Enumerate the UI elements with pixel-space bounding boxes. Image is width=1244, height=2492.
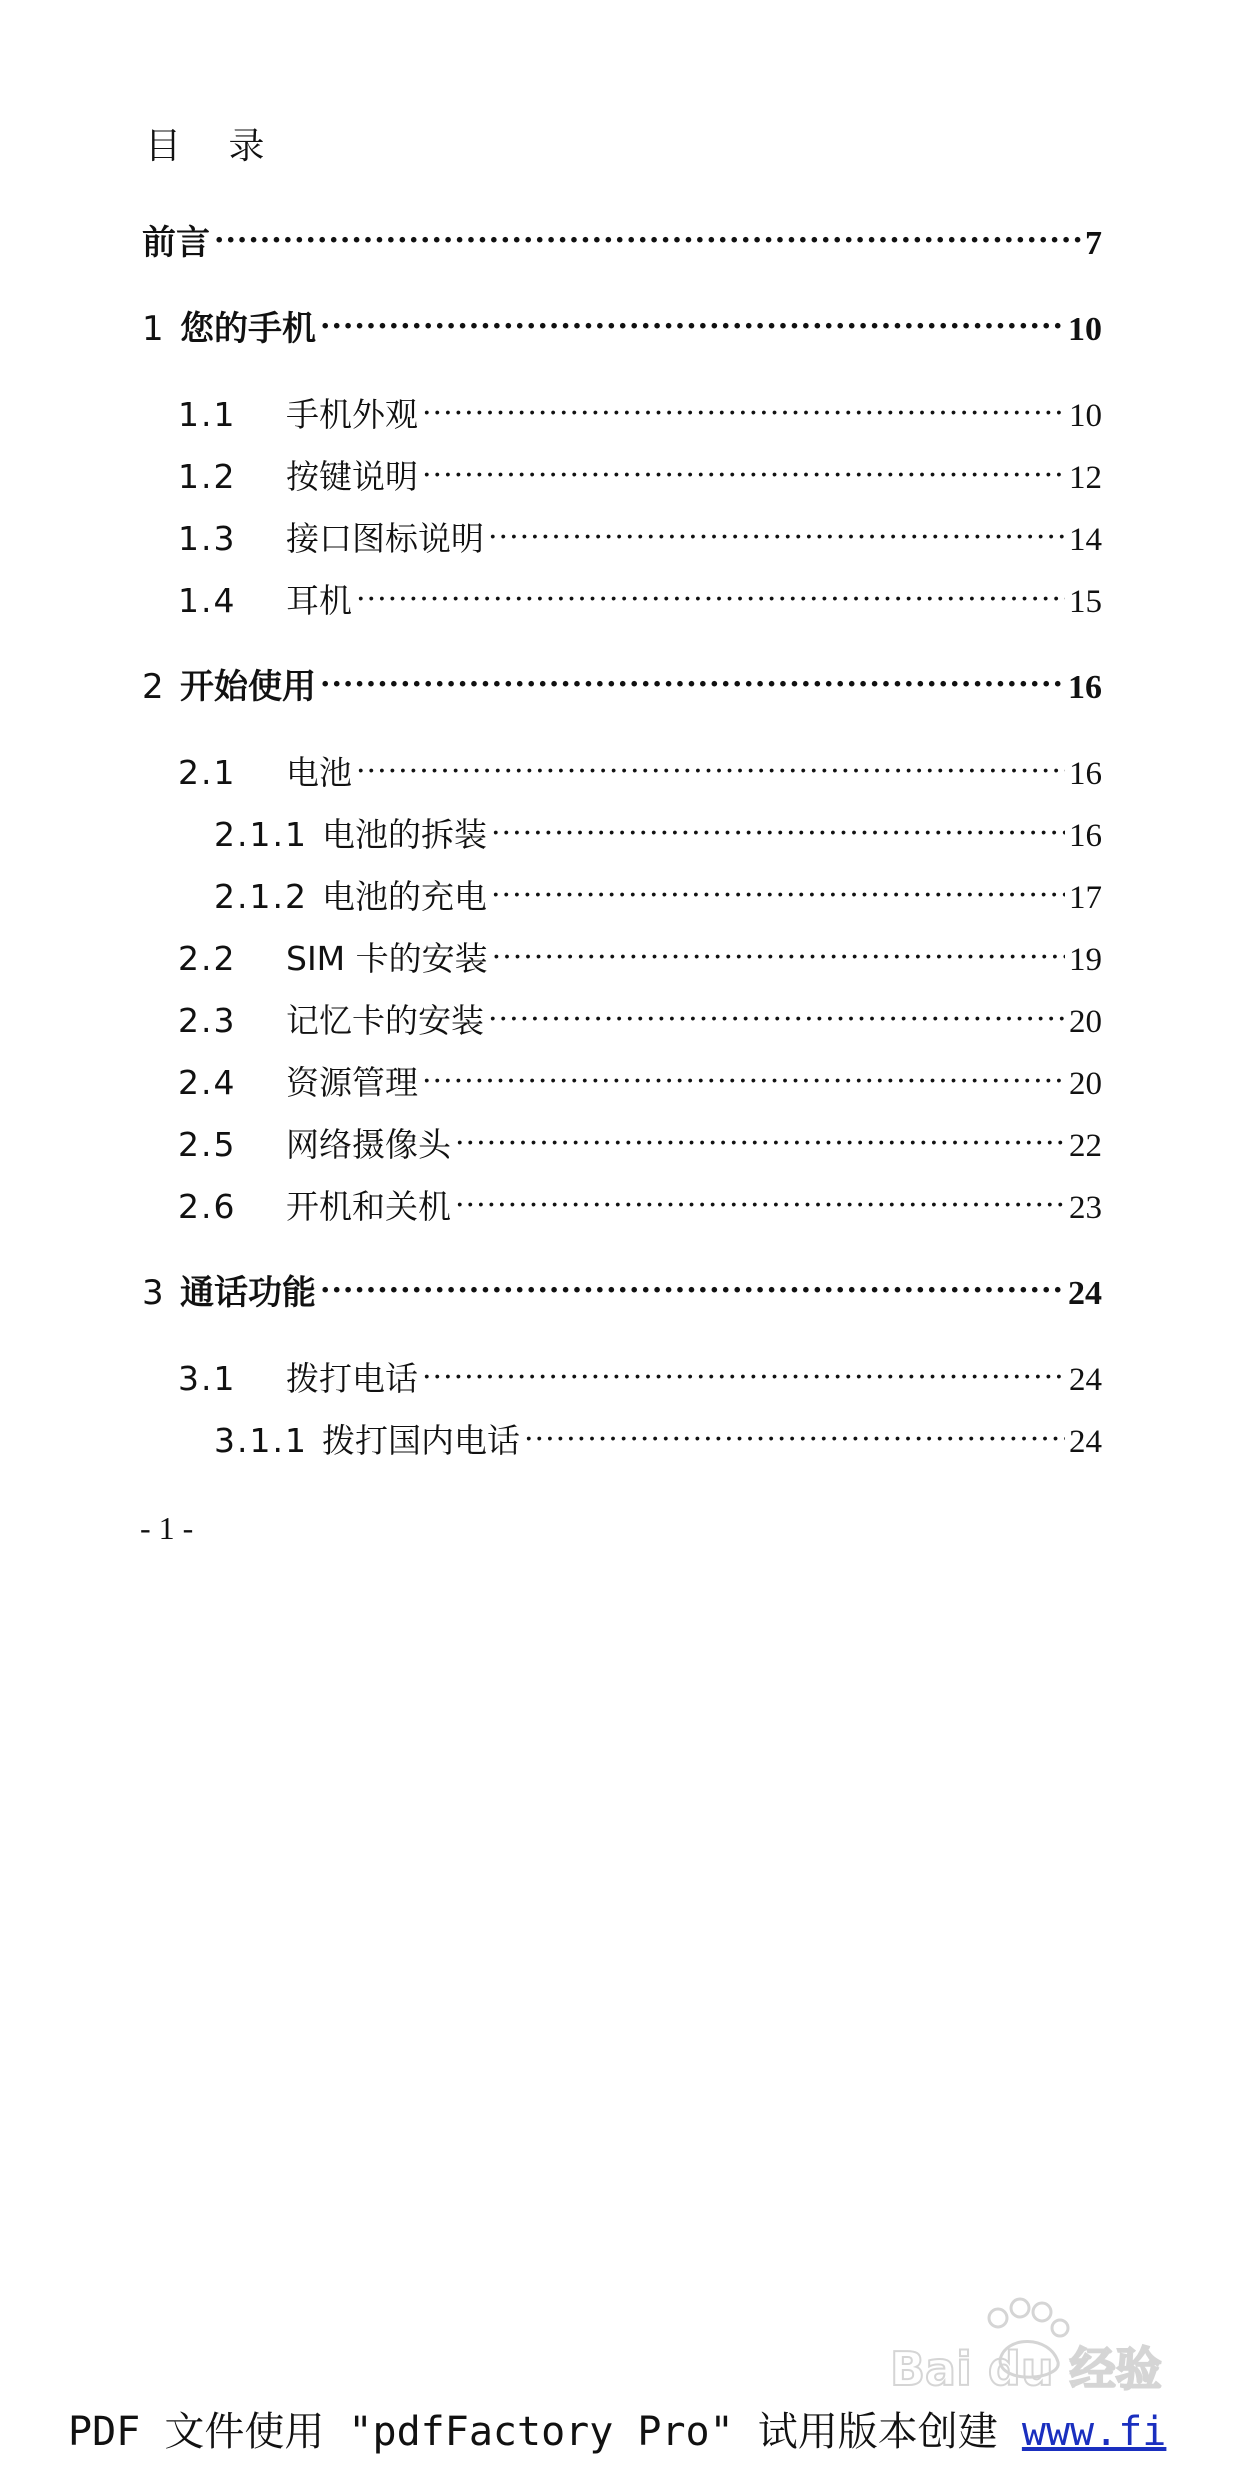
toc-entry[interactable] (142, 654, 1102, 707)
toc-dot-leader (455, 1174, 1065, 1218)
toc-entry-page: 16 (1069, 818, 1102, 854)
toc-entry-page: 20 (1069, 1066, 1102, 1102)
toc-dot-leader (422, 382, 1065, 426)
toc-entry-number: 2.5 (178, 1125, 237, 1164)
toc-entry-number: 2.1.1 (214, 815, 308, 854)
toc-entry-title: 拨打国内电话 (322, 1421, 520, 1460)
toc-entry-title: 电池的充电 (322, 877, 487, 916)
toc-dot-leader (422, 1346, 1065, 1390)
toc-entry[interactable] (178, 444, 1102, 496)
toc-dot-leader (491, 802, 1065, 846)
toc-entry-title: 记忆卡的安装 (286, 1001, 484, 1040)
toc-entry-title: 电池 (286, 753, 352, 792)
toc-entry-title: 接口图标说明 (286, 519, 484, 558)
toc-entry-number: 1.2 (178, 457, 237, 496)
toc-entry-number: 3.1.1 (214, 1421, 308, 1460)
toc-entry-title: SIM 卡的安装 (286, 939, 488, 978)
toc-dot-leader (492, 926, 1065, 970)
toc-entry-number: 1.3 (178, 519, 237, 558)
toc-entry-page: 16 (1069, 756, 1102, 792)
pdf-factory-footer (68, 2400, 1166, 2457)
toc-entry-number: 2.3 (178, 1001, 237, 1040)
toc-entry-title: 开机和关机 (286, 1187, 451, 1226)
toc-dot-leader (320, 296, 1064, 340)
toc-dot-leader (488, 506, 1065, 550)
toc-entry-number: 2.4 (178, 1063, 237, 1102)
toc-entry-page: 24 (1069, 1424, 1102, 1460)
footer-text: PDF 文件使用 "pdfFactory Pro" 试用版本创建 (68, 2409, 1022, 2455)
toc-entry-title: 按键说明 (286, 457, 418, 496)
toc-entry[interactable] (178, 506, 1102, 558)
toc-entry-title: 耳机 (286, 581, 352, 620)
toc-entry-title: 通话功能 (180, 1273, 316, 1313)
toc-entry-page: 24 (1069, 1362, 1102, 1398)
toc-entry[interactable] (178, 740, 1102, 792)
toc-entry-page: 10 (1069, 398, 1102, 434)
toc-dot-leader (214, 210, 1081, 254)
toc-entry-number: 3 (142, 1273, 164, 1313)
toc-entry[interactable] (178, 382, 1102, 434)
toc-entry-number: 1 (142, 309, 164, 349)
toc-entry-number: 3.1 (178, 1359, 237, 1398)
toc-dot-leader (491, 864, 1065, 908)
toc-entry-page: 24 (1068, 1275, 1102, 1312)
toc-entry-title: 拨打电话 (286, 1359, 418, 1398)
toc-heading: 目 录 (145, 126, 283, 167)
toc-dot-leader (320, 1260, 1064, 1304)
toc-entry[interactable] (214, 1408, 1102, 1460)
toc-entry-number: 2.1.2 (214, 877, 308, 916)
toc-entry[interactable] (178, 568, 1102, 620)
toc-entry-page: 20 (1069, 1004, 1102, 1040)
toc-dot-leader (422, 1050, 1065, 1094)
toc-entry-title: 前言 (142, 223, 210, 263)
toc-entry-number: 1.1 (178, 395, 237, 434)
toc-entry-title: 网络摄像头 (286, 1125, 451, 1164)
toc-entry-page: 10 (1068, 311, 1102, 348)
page-number: - 1 - (140, 1510, 194, 1546)
toc-dot-leader (320, 654, 1064, 698)
toc-entry-page: 23 (1069, 1190, 1102, 1226)
toc-entry-page: 17 (1069, 880, 1102, 916)
toc-dot-leader (488, 988, 1065, 1032)
toc-entry[interactable] (214, 802, 1102, 854)
toc-dot-leader (524, 1408, 1065, 1452)
toc-entry-title: 手机外观 (286, 395, 418, 434)
toc-entry-number: 2.2 (178, 939, 237, 978)
toc-entry-page: 14 (1069, 522, 1102, 558)
toc-entry-page: 15 (1069, 584, 1102, 620)
watermark-logo-text: Bai du 经验 (890, 2342, 1162, 2396)
footer-link[interactable]: www.fi (1021, 2409, 1167, 2455)
toc-entry-title: 资源管理 (286, 1063, 418, 1102)
toc-entry-page: 12 (1069, 460, 1102, 496)
toc-entry-number: 1.4 (178, 581, 237, 620)
toc-entry-title: 开始使用 (180, 667, 316, 707)
toc-entry[interactable] (178, 926, 1102, 978)
toc-entry[interactable] (178, 1174, 1102, 1226)
toc-entry-number: 2 (142, 667, 164, 707)
toc-entry-title: 电池的拆装 (322, 815, 487, 854)
toc-entry-page: 19 (1069, 942, 1102, 978)
toc-entry[interactable] (178, 1050, 1102, 1102)
toc-dot-leader (422, 444, 1065, 488)
toc-entry-page: 7 (1085, 225, 1102, 262)
toc-entry[interactable] (178, 1112, 1102, 1164)
toc-entry[interactable] (142, 1260, 1102, 1313)
toc-entry[interactable] (178, 988, 1102, 1040)
toc-entry-number: 2.1 (178, 753, 237, 792)
toc-dot-leader (455, 1112, 1065, 1156)
toc-entry-title: 您的手机 (180, 309, 316, 349)
toc-entry-number: 2.6 (178, 1187, 237, 1226)
toc-dot-leader (356, 568, 1065, 612)
toc-entry[interactable] (142, 210, 1102, 263)
toc-dot-leader (356, 740, 1065, 784)
toc-entry[interactable] (178, 1346, 1102, 1398)
baidu-jingyan-watermark-icon (880, 2290, 1180, 2400)
toc-entry[interactable] (214, 864, 1102, 916)
toc-entry[interactable] (142, 296, 1102, 349)
toc-entry-page: 22 (1069, 1128, 1102, 1164)
toc-entry-page: 16 (1068, 669, 1102, 706)
